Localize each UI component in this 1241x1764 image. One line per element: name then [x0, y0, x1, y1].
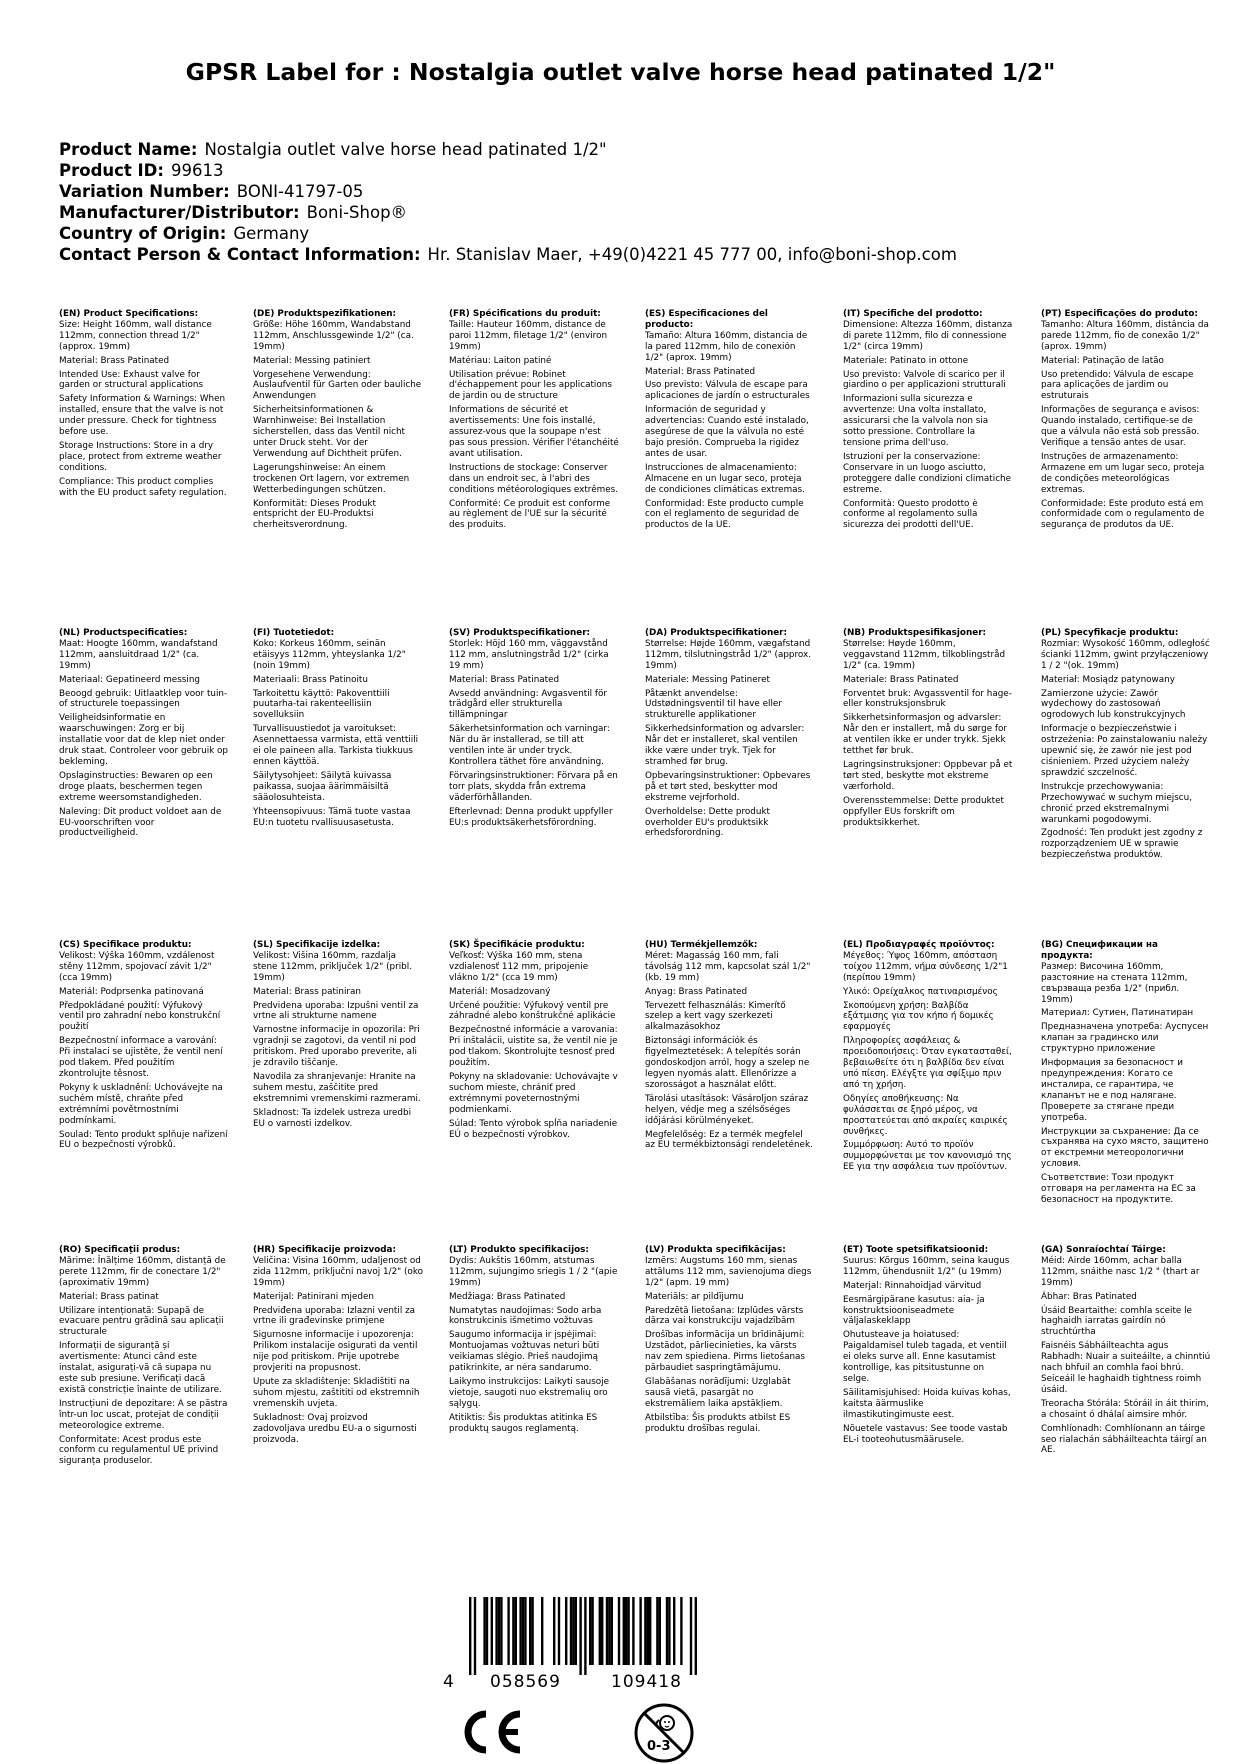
- spec-paragraph: Soulad: Tento produkt splňuje nařízení EU o bezpečnosti výrobků.: [59, 1129, 228, 1151]
- barcode-bar: [558, 1597, 560, 1665]
- barcode-bar: [606, 1597, 608, 1665]
- spec-paragraph: Istruzioni per la conservazione: Conservare in un luogo asciutto, proteggere dalle condizioni climatiche estreme.: [843, 451, 1012, 495]
- barcode-bar: [474, 1597, 476, 1675]
- barcode-bar: [647, 1597, 649, 1665]
- manufacturer-row: [59, 202, 957, 223]
- spec-block: [449, 940, 619, 1143]
- barcode-bar: [627, 1597, 629, 1665]
- spec-paragraph: Opbevaringsinstruktioner: Opbevares på et tørt sted, beskytter mod ekstreme vejrforhold.: [645, 770, 811, 803]
- spec-paragraph: Säilytysohjeet: Säilytä kuivassa paikassa, suojaa äärimmäisiltä sääolosuhteista.: [253, 770, 392, 803]
- spec-block-title: (CS) Specifikace produktu:: [59, 940, 192, 950]
- spec-paragraph: Úsáid Beartaithe: comhla sceite le haghaidh iarratas gairdín nó struchtúrtha: [1041, 1305, 1192, 1338]
- spec-block: [1041, 1245, 1211, 1459]
- barcode-lead-digit: 4: [443, 1672, 454, 1692]
- info-label: Country of Origin:: [59, 224, 227, 243]
- info-value: Nostalgia outlet valve horse head patinated 1/2": [204, 140, 607, 159]
- barcode-bar: [625, 1597, 627, 1665]
- spec-paragraph: Tarkoitettu käyttö: Pakoventtiili puutarha-tai rakenteellisiin sovelluksiin: [253, 688, 390, 721]
- spec-paragraph: Biztonsági információk és figyelmeztetések: A telepítés során gondoskodjon arról, hogy a szelep ne legyen nyomás alatt. Ellenőrizze a szorosságot a használat előtt.: [645, 1036, 810, 1090]
- spec-paragraph: Material: Brass patinat: [59, 1291, 159, 1302]
- spec-paragraph: Conformidad: Este producto cumple con el reglamento de seguridad de productos de la UE.: [645, 498, 804, 531]
- ean-barcode: [443, 1597, 722, 1675]
- barcode-bar: [668, 1597, 670, 1665]
- spec-paragraph: Material: Messing patiniert: [253, 355, 371, 366]
- spec-paragraph: Materiale: Patinato in ottone: [843, 355, 969, 366]
- barcode-bar: [515, 1597, 517, 1665]
- spec-block: [59, 309, 229, 502]
- barcode-bar: [680, 1597, 682, 1665]
- spec-paragraph: Sicherheitsinformationen & Warnhinweise: Bei Installation sicherstellen, dass das Ventil nicht unter Druck steht. Vor der Verwendung auf Dichtheit prüfen.: [253, 405, 406, 459]
- spec-paragraph: Informații de siguranță și avertismente: Atunci când este instalat, asigurați-vă că supapa nu este sub presiune. Verificați dacă există constricție înainte de utilizare.: [59, 1341, 222, 1395]
- barcode-bar: [695, 1597, 697, 1675]
- spec-paragraph: Predviđena uporaba: Izlazni ventil za vrtne ili građevinske primjene: [253, 1305, 416, 1327]
- spec-paragraph: Bezpečnostné informácie a varovania: Pri inštalácii, uistite sa, že ventil nie je pod tlakom. Skontrolujte tesnosť pred použitím.: [449, 1025, 618, 1069]
- spec-paragraph: Οδηγίες αποθήκευσης: Να φυλάσσεται σε ξηρό μέρος, να προστατεύεται από ακραίες καιρικές συνθήκες.: [843, 1093, 1008, 1137]
- barcode-bar: [531, 1597, 533, 1665]
- spec-block-title: (DE) Produktspezifikationen:: [253, 309, 397, 319]
- spec-block: [645, 309, 815, 534]
- barcode-bar: [565, 1597, 567, 1665]
- barcode-bar: [656, 1597, 658, 1665]
- barcode-bar: [500, 1597, 502, 1665]
- spec-paragraph: Eesmärgipärane kasutus: aia- ja konstruktsiooniseadmete väljalaskeklapp: [843, 1294, 985, 1327]
- spec-block: [253, 309, 423, 534]
- spec-paragraph: Veiligheidsinformatie en waarschuwingen: Zorg er bij installatie voor dat de klep niet onder druk staat. Controleer voor gebruik op bekleming.: [59, 713, 229, 767]
- spec-paragraph: Glabāšanas norādījumi: Uzglabāt sausā vietā, pasargāt no ekstremāliem laika apstākļiem.: [645, 1376, 791, 1409]
- spec-paragraph: Suurus: Kõrgus 160mm, seina kaugus 112mm, ühendusniit 1/2" (u 19mm): [843, 1255, 1010, 1277]
- spec-block: [843, 309, 1013, 534]
- spec-paragraph: Conformitate: Acest produs este conform cu regulamentul UE privind siguranța produselor.: [59, 1434, 219, 1467]
- barcode-bar: [644, 1597, 646, 1665]
- info-value: 99613: [170, 161, 224, 180]
- spec-paragraph: Säkerhetsinformation och varningar: När du är installerad, se till att ventilen inte är under tryck. Kontrollera täthet före användning.: [449, 724, 610, 767]
- info-label: Contact Person & Contact Information:: [59, 245, 421, 264]
- age-range-label: 0-3: [647, 1739, 671, 1754]
- spec-paragraph: Material: Brass Patinated: [449, 674, 560, 685]
- spec-paragraph: Materijal: Patinirani mjeden: [253, 1291, 374, 1302]
- barcode-bar: [469, 1597, 471, 1675]
- spec-paragraph: Tárolási utasítások: Vásároljon száraz helyen, védje meg a szélsőséges időjárási körülményeket.: [645, 1093, 809, 1126]
- barcode-bar: [512, 1597, 514, 1665]
- spec-paragraph: Tervezett felhasználás: Kimerítő szelep a kert vagy szerkezeti alkalmazásokhoz: [645, 1000, 786, 1033]
- spec-paragraph: Storlek: Höjd 160 mm, väggavstånd 112 mm, anslutningstråd 1/2" (cirka 19 mm): [449, 638, 609, 671]
- spec-paragraph: Sikkerhedsinformation og advarsler: Når det er installeret, skal ventilen ikke være under tryk. Tjek for stramhed før brug.: [645, 724, 805, 767]
- spec-block-title: (HR) Specifikacije proizvoda:: [253, 1245, 396, 1255]
- spec-paragraph: Size: Height 160mm, wall distance 112mm, connection thread 1/2" (approx. 19mm): [59, 319, 212, 352]
- spec-paragraph: Pokyny k uskladnění: Uchovávejte na suchém místě, chraňte před extrémními povětrnostními podmínkami.: [59, 1082, 223, 1126]
- barcode-bar: [486, 1597, 488, 1665]
- spec-paragraph: Turvallisuustiedot ja varoitukset: Asennettaessa varmista, että venttiili ei ole paineen alla. Tarkista tiukkuus ennen käyttöä.: [253, 724, 419, 767]
- barcode-bar: [483, 1597, 485, 1665]
- spec-block: [1041, 628, 1211, 864]
- info-label: Product ID:: [59, 161, 164, 180]
- spec-paragraph: Größe: Höhe 160mm, Wandabstand 112mm, Anschlussgewinde 1/2" (ca. 19mm): [253, 319, 414, 352]
- barcode-bar: [575, 1597, 577, 1665]
- spec-paragraph: Υλικό: Ορείχαλκος πατιναρισμένος: [843, 986, 998, 997]
- spec-paragraph: Material: Brass patiniran: [253, 986, 361, 997]
- spec-paragraph: Pokyny na skladovanie: Uchovávajte v suchom mieste, chrániť pred extrémnymi poveternostnými podmienkami.: [449, 1071, 618, 1115]
- spec-paragraph: Informacje o bezpieczeństwie i ostrzeżenia: Po zainstalowaniu należy upewnić się, że zawór nie jest pod ciśnieniem. Przed użyciem należy sprawdzić szczelność.: [1041, 724, 1208, 778]
- barcode-bar: [524, 1597, 526, 1665]
- spec-block-title: (PT) Especificações do produto:: [1041, 309, 1198, 319]
- spec-paragraph: Påtænkt anvendelse: Udstødningsventil til have eller strukturelle applikationer: [645, 688, 782, 721]
- spec-paragraph: Velikost: Višina 160mm, razdalja stene 112mm, priključek 1/2" (pribl. 19mm): [253, 950, 412, 983]
- spec-paragraph: Uso pretendido: Válvula de escape para aplicações de jardim ou estruturais: [1041, 369, 1194, 402]
- spec-paragraph: Méret: Magasság 160 mm, fali távolság 112 mm, kapcsolat szál 1/2" (kb. 19 mm): [645, 950, 811, 983]
- spec-paragraph: Material: Brass Patinated: [59, 355, 170, 366]
- spec-paragraph: Materiał: Mosiądz patynowany: [1041, 674, 1175, 685]
- spec-paragraph: Beoogd gebruik: Uitlaatklep voor tuin- of structurele toepassingen: [59, 688, 228, 710]
- spec-paragraph: Instrucciones de almacenamiento: Almacene en un lugar seco, proteja de condiciones climáticas extremas.: [645, 462, 805, 495]
- spec-block: [449, 1245, 619, 1438]
- spec-block: [645, 628, 815, 842]
- spec-block-title: (ES) Especificaciones del producto:: [645, 309, 768, 330]
- spec-block: [253, 1245, 423, 1448]
- spec-paragraph: Συμμόρφωση: Αυτό το προϊόν συμμορφώνεται με τον κανονισμό της ΕΕ για την ασφάλεια των προϊόντων.: [843, 1140, 1012, 1173]
- spec-paragraph: Dimensione: Altezza 160mm, distanza di parete 112mm, filo di connessione 1/2" (circa 19mm): [843, 319, 1013, 352]
- spec-block-title: (LV) Produkta specifikācijas:: [645, 1245, 786, 1255]
- barcode-bar: [649, 1597, 651, 1665]
- country-row: [59, 223, 957, 244]
- spec-paragraph: Velikost: Výška 160mm, vzdálenost stěny 112mm, spojovací závit 1/2" (cca 19mm): [59, 950, 215, 983]
- barcode-bar: [541, 1597, 543, 1665]
- spec-paragraph: Предназначена употреба: Ауспусен клапан за градинско или структурно приложение: [1041, 1022, 1209, 1055]
- barcode-bar: [519, 1597, 521, 1665]
- spec-paragraph: Instrucțiuni de depozitare: A se păstra într-un loc uscat, protejat de condiții meteorologice extreme.: [59, 1398, 228, 1431]
- not-suitable-0-3-icon: [633, 1702, 695, 1764]
- barcode-bar: [601, 1597, 603, 1665]
- spec-block-title: (DA) Produktspecifikationer:: [645, 628, 788, 638]
- spec-paragraph: Intended Use: Exhaust valve for garden or structural applications: [59, 369, 204, 391]
- barcode-bar: [529, 1597, 531, 1665]
- spec-block-title: (IT) Specifiche del prodotto:: [843, 309, 983, 319]
- spec-paragraph: Faisnéis Sábháilteachta agus Rabhadh: Nuair a suiteáilte, a chinntiú nach bhfuil an comhla faoi bhrú. Seiceáil le haghaidh tightness roimh úsáid.: [1041, 1341, 1211, 1395]
- spec-paragraph: Информация за безопасност и предупреждения: Когато се инсталира, се гарантира, че клапанът не е под налягане. Проверете за стягане преди употреба.: [1041, 1058, 1183, 1123]
- spec-paragraph: Bezpečnostní informace a varování: Při instalaci se ujistěte, že ventil není pod tlakem. Před použitím zkontrolujte těsnost.: [59, 1036, 223, 1079]
- spec-paragraph: Material: Brass Patinated: [645, 366, 756, 377]
- spec-block-title: (PL) Specyfikacje produktu:: [1041, 628, 1179, 638]
- barcode-bar: [673, 1597, 675, 1665]
- spec-paragraph: Sigurnosne informacije i upozorenja: Prilikom instalacije osigurati da ventil nije pod pritiskom. Prije upotrebe provjeriti na propusnost.: [253, 1330, 418, 1374]
- spec-paragraph: Informations de sécurité et avertissements: Une fois installé, assurez-vous que la soupape n'est pas sous pression. Vérifier l'étanchéité avant utilisation.: [449, 405, 619, 459]
- product-info: [59, 139, 957, 265]
- spec-paragraph: Konformität: Dieses Produkt entspricht der EU-Produktsi cherheitsverordnung.: [253, 498, 376, 531]
- spec-paragraph: Materiaal: Gepatineerd messing: [59, 674, 200, 685]
- info-value: BONI-41797-05: [236, 182, 364, 201]
- barcode-bar: [666, 1597, 668, 1665]
- spec-block: [449, 628, 619, 831]
- spec-paragraph: Storage Instructions: Store in a dry place, protect from extreme weather conditions.: [59, 440, 222, 473]
- spec-paragraph: Opslaginstructies: Bewaren op een droge plaats, beschermen tegen extreme weersomstandigheden.: [59, 770, 213, 803]
- barcode-bar: [632, 1597, 634, 1665]
- barcode-group-1: 058569: [490, 1672, 561, 1692]
- barcode-bar: [623, 1597, 625, 1665]
- info-label: Product Name:: [59, 140, 198, 159]
- spec-paragraph: Utilisation prévue: Robinet d'échappement pour les applications de jardin ou de structure: [449, 369, 612, 402]
- spec-block: [59, 940, 229, 1154]
- spec-paragraph: Veľkosť: Výška 160 mm, stena vzdialenosť 112 mm, pripojenie vlákno 1/2" (cca 19 mm): [449, 950, 589, 983]
- spec-block-title: (RO) Specificații produs:: [59, 1245, 181, 1255]
- spec-paragraph: Tamaño: Altura 160mm, distancia de la pared 112mm, hilo de conexión 1/2" (aprox. 19mm): [645, 330, 808, 363]
- spec-paragraph: Conformità: Questo prodotto è conforme al regolamento sulla sicurezza dei prodotti dell'UE.: [843, 498, 978, 531]
- barcode-group-2: 109418: [611, 1672, 682, 1692]
- spec-paragraph: Předpokládané použití: Výfukový ventil pro zahradní nebo konstrukční použití: [59, 1000, 221, 1033]
- spec-block-title: (EL) Προδιαγραφές προϊόντος:: [843, 940, 995, 950]
- spec-block-title: (FR) Spécifications du produit:: [449, 309, 601, 319]
- barcode-bar: [584, 1597, 586, 1675]
- spec-paragraph: Naleving: Dit product voldoet aan de EU-voorschriften voor productveiligheid.: [59, 806, 222, 839]
- spec-paragraph: Materiál: Podprsenka patinovaná: [59, 986, 204, 997]
- spec-paragraph: Lagerungshinweise: An einem trockenen Ort lagern, vor extremen Wetterbedingungen schützen.: [253, 462, 410, 495]
- ce-mark-icon: [458, 1708, 524, 1756]
- spec-block: [1041, 940, 1211, 1209]
- spec-paragraph: Safety Information & Warnings: When installed, ensure that the valve is not under pressure. Check for tightness before use.: [59, 394, 226, 438]
- spec-paragraph: Tamanho: Altura 160mm, distância da parede 112mm, fio de conexão 1/2" (aprox. 19mm): [1041, 319, 1209, 352]
- spec-block: [253, 940, 423, 1133]
- spec-paragraph: Varnostne informacije in opozorila: Pri vgradnji se zagotovi, da ventil ni pod pritiskom. Pred uporabo preverite, ali je zdravilo tiščanje.: [253, 1025, 420, 1069]
- barcode-bar: [591, 1597, 593, 1665]
- spec-block-title: (NB) Produktspesifikasjoner:: [843, 628, 987, 638]
- spec-paragraph: Overensstemmelse: Dette produktet oppfyller EUs forskrift om produktsikkerhet.: [843, 795, 1004, 828]
- spec-paragraph: Medžiaga: Brass Patinated: [449, 1291, 566, 1302]
- barcode-bar: [589, 1597, 591, 1665]
- spec-paragraph: Materiál: Mosadzovaný: [449, 986, 551, 997]
- spec-paragraph: Sukladnost: Ovaj proizvod zadovoljava uredbu EU-a o sigurnosti proizvoda.: [253, 1412, 417, 1445]
- spec-block-title: (SK) Špecifikácie produktu:: [449, 940, 585, 950]
- spec-paragraph: Sikkerhetsinformasjon og advarsler: Når den er installert, må du sørge for at ventilen ikke er under trykk. Sjekk tetthet før bruk.: [843, 713, 1008, 757]
- spec-block: [843, 1245, 1013, 1448]
- info-value: Hr. Stanislav Maer, +49(0)4221 45 777 00, info@boni-shop.com: [427, 245, 957, 264]
- spec-paragraph: Ohutusteave ja hoiatused: Paigaldamisel tuleb tagada, et ventiil ei oleks surve all. Enne kasutamist kontrollige, kas pitsitustunne on selge.: [843, 1330, 1007, 1384]
- product-name-row: [59, 139, 957, 160]
- spec-block-title: (HU) Termékjellemzők:: [645, 940, 758, 950]
- spec-block-title: (SV) Produktspecifikationer:: [449, 628, 591, 638]
- spec-paragraph: Förvaringsinstruktioner: Förvara på en torr plats, skydda från extrema väderförhållanden.: [449, 770, 618, 803]
- product-id-row: [59, 160, 957, 181]
- spec-paragraph: Lagringsinstruksjoner: Oppbevar på et tørt sted, beskytte mot ekstreme værforhold.: [843, 759, 1013, 792]
- spec-block-title: (EN) Product Specifications:: [59, 309, 199, 319]
- barcode-bar: [495, 1597, 497, 1665]
- spec-paragraph: Paredzētā lietošana: Izplūdes vārsts dārza vai konstrukciju vajadzībām: [645, 1305, 804, 1327]
- spec-paragraph: Drošības informācija un brīdinājumi: Uzstādot, pārliecinieties, ka vārsts nav zem spiediena. Pirms lietošanas pārbaudiet saspringtāmājumu.: [645, 1330, 806, 1374]
- barcode-digits: [443, 1672, 722, 1698]
- spec-paragraph: Treoracha Stórála: Stóráil in áit thirim, a chosaint ó dhálaí aimsire mhór.: [1041, 1398, 1209, 1420]
- spec-block: [449, 309, 619, 534]
- spec-paragraph: Informações de segurança e avisos: Quando instalado, certifique-se de que a válvula não está sob pressão. Verifique a tensão antes de usar.: [1041, 405, 1200, 448]
- spec-paragraph: Instrukcje przechowywania: Przechowywać w suchym miejscu, chronić przed ekstremalnymi warunkami pogodowymi.: [1041, 781, 1193, 825]
- variation-number-row: [59, 181, 957, 202]
- spec-paragraph: Nõuetele vastavus: See toode vastab EL-i tooteohutusmäärusele.: [843, 1423, 1008, 1445]
- spec-paragraph: Materiāls: ar pildījumu: [645, 1291, 744, 1302]
- spec-paragraph: Dydis: Aukštis 160mm, atstumas 112mm, sujungimo sriegis 1 / 2 "(apie 19mm): [449, 1255, 618, 1288]
- spec-paragraph: Zgodność: Ten produkt jest zgodny z rozporządzeniem UE w sprawie bezpieczeństwa produktów.: [1041, 828, 1203, 861]
- spec-paragraph: Numatytas naudojimas: Sodo arba konstrukcinis išmetimo vožtuvas: [449, 1305, 602, 1327]
- spec-paragraph: Predvidena uporaba: Izpušni ventil za vrtne ali strukturne namene: [253, 1000, 419, 1022]
- spec-paragraph: Información de seguridad y advertencias: Cuando esté instalado, asegúrese de que la válvula no esté bajo presión. Comprueba la rigidez antes de usar.: [645, 405, 809, 459]
- spec-paragraph: Materjal: Rinnahoidjad värvitud: [843, 1280, 982, 1291]
- spec-block: [645, 940, 815, 1154]
- spec-paragraph: Πληροφορίες ασφάλειας & προειδοποιήσεις: Όταν εγκατασταθεί, βεβαιωθείτε ότι η βαλβίδα δεν είναι υπό πίεση. Ελέγξτε για σφίξιμο πριν από τη χρήση.: [843, 1036, 1012, 1090]
- spec-paragraph: Инструкции за съхранение: Да се съхранява на сухо място, защитено от екстремни метеорологични условия.: [1041, 1126, 1209, 1170]
- barcode-bar: [639, 1597, 641, 1665]
- barcode-bar: [570, 1597, 572, 1665]
- spec-paragraph: Avsedd användning: Avgasventil för trädgård eller strukturella tillämpningar: [449, 688, 608, 721]
- spec-block-title: (BG) Спецификации на продукта:: [1041, 940, 1158, 961]
- spec-paragraph: Uso previsto: Valvole di scarico per il giardino o per applicazioni strutturali: [843, 369, 1006, 391]
- spec-block: [59, 1245, 229, 1470]
- spec-paragraph: Saugumo informacija ir įspėjimai: Montuojamas vožtuvas neturi būti veikiamas slėgio. Prieš naudojimą patikrinkite, ar nėra sandarumo.: [449, 1330, 600, 1374]
- spec-paragraph: Størrelse: Høyde 160mm, veggavstand 112mm, tilkoblingstråd 1/2" (ca. 19mm): [843, 638, 1006, 671]
- spec-paragraph: Zamierzone użycie: Zawór wydechowy do zastosowań ogrodowych lub konstrukcyjnych: [1041, 688, 1186, 721]
- spec-paragraph: Uso previsto: Válvula de escape para aplicaciones de jardín o estructurales: [645, 380, 810, 402]
- spec-paragraph: Conformité: Ce produit est conforme au règlement de l'UE sur la sécurité des produits.: [449, 498, 611, 531]
- spec-paragraph: Megfelelőség: Ez a termék megfelel az EU termékbiztonsági rendeletének.: [645, 1129, 813, 1151]
- barcode-bar: [659, 1597, 661, 1665]
- barcode-bar: [522, 1597, 524, 1665]
- spec-paragraph: Anyag: Brass Patinated: [645, 986, 748, 997]
- spec-paragraph: Σκοπούμενη χρήση: Βαλβίδα εξάτμισης για τον κήπο ή δομικές εφαρμογές: [843, 1000, 994, 1033]
- barcode-bar: [553, 1597, 555, 1665]
- spec-block: [843, 940, 1013, 1176]
- spec-paragraph: Mărime: Înălțime 160mm, distanță de perete 112mm, fir de conectare 1/2" (aproximativ 19mm): [59, 1255, 226, 1288]
- barcode-bar: [599, 1597, 601, 1665]
- spec-paragraph: Instruções de armazenamento: Armazene em um lugar seco, proteja de condições meteorológicas extremas.: [1041, 451, 1205, 495]
- spec-paragraph: Materiale: Brass Patinated: [843, 674, 959, 685]
- spec-paragraph: Størrelse: Højde 160mm, vægafstand 112mm, tilslutningstråd 1/2" (approx. 19mm): [645, 638, 812, 671]
- barcode-bar: [690, 1597, 692, 1675]
- barcode-bar: [611, 1597, 613, 1665]
- spec-paragraph: Maat: Hoogte 160mm, wandafstand 112mm, aansluitdraad 1/2" (ca. 19mm): [59, 638, 218, 671]
- barcode-bar: [507, 1597, 509, 1665]
- spec-block-title: (GA) Sonraíochtaí Táirge:: [1041, 1245, 1166, 1255]
- spec-block-title: (LT) Produkto specifikacijos:: [449, 1245, 589, 1255]
- barcode-bar: [618, 1597, 620, 1665]
- spec-paragraph: Материал: Сутиен, Патинатиран: [1041, 1008, 1194, 1019]
- spec-paragraph: Μέγεθος: Ύψος 160mm, απόσταση τοίχου 112mm, νήμα σύνδεσης 1/2"1 (περίπου 19mm): [843, 950, 1008, 983]
- spec-paragraph: Určené použitie: Výfukový ventil pre záhradné alebo konštrukčné aplikácie: [449, 1000, 616, 1022]
- spec-block-title: (NL) Productspecificaties:: [59, 628, 188, 638]
- spec-paragraph: Atbilstība: Šis produkts atbilst ES produktu drošības regulai.: [645, 1412, 791, 1434]
- spec-paragraph: Forventet bruk: Avgassventil for hage- eller konstruksjonsbruk: [843, 688, 1012, 710]
- spec-paragraph: Vorgesehene Verwendung: Auslaufventil für Garten oder bauliche Anwendungen: [253, 369, 422, 402]
- spec-paragraph: Rozmiar: Wysokość 160mm, odległość ścianki 112mm, gwint przyłączeniowy 1 / 2 "(ok. 19mm): [1041, 638, 1210, 671]
- spec-paragraph: Comhlíonadh: Comhlíonann an táirge seo rialachán sábháilteachta táirgí an AE.: [1041, 1423, 1207, 1456]
- spec-block: [1041, 309, 1211, 534]
- spec-paragraph: Méid: Airde 160mm, achar balla 112mm, snáithe nasc 1/2 " (thart ar 19mm): [1041, 1255, 1200, 1288]
- spec-block: [59, 628, 229, 842]
- barcode-bar: [579, 1597, 581, 1675]
- info-label: Variation Number:: [59, 182, 230, 201]
- spec-paragraph: Upute za skladištenje: Skladištiti na suhom mjestu, zaštititi od ekstremnih vremenskih uvjeta.: [253, 1376, 420, 1409]
- info-label: Manufacturer/Distributor:: [59, 203, 300, 222]
- spec-paragraph: Izmērs: Augstums 160 mm, sienas attālums 112 mm, savienojuma diegs 1/2" (apm. 19 mm): [645, 1255, 812, 1288]
- spec-block: [253, 628, 423, 831]
- spec-block-title: (FI) Tuotetiedot:: [253, 628, 335, 638]
- page-title: GPSR Label for : Nostalgia outlet valve horse head patinated 1/2": [185, 58, 1056, 86]
- spec-paragraph: Säilitamisjuhised: Hoida kuivas kohas, kaitsta äärmuslike ilmastikutingimuste eest.: [843, 1387, 1011, 1420]
- spec-paragraph: Instructions de stockage: Conserver dans un endroit sec, à l'abri des conditions météorologiques extrêmes.: [449, 462, 618, 495]
- spec-paragraph: Veličina: Visina 160mm, udaljenost od zida 112mm, priključni navoj 1/2" (oko 19mm): [253, 1255, 423, 1288]
- spec-paragraph: Materiale: Messing Patineret: [645, 674, 770, 685]
- spec-paragraph: Matériau: Laiton patiné: [449, 355, 552, 366]
- barcode-bar: [491, 1597, 493, 1665]
- spec-paragraph: Ábhar: Bras Patinated: [1041, 1291, 1137, 1302]
- barcode-bar: [572, 1597, 574, 1665]
- spec-paragraph: Utilizare intenționată: Supapă de evacuare pentru grădină sau aplicații structurale: [59, 1305, 224, 1338]
- spec-paragraph: Размер: Височина 160mm, разстояние на стената 112mm, свързваща резба 1/2" (прибл. 19mm): [1041, 961, 1188, 1005]
- spec-paragraph: Compliance: This product complies with the EU product safety regulation.: [59, 476, 227, 498]
- spec-block-title: (SL) Specifikacije izdelka:: [253, 940, 381, 950]
- spec-paragraph: Atitiktis: Šis produktas atitinka ES produktų saugos reglamentą.: [449, 1412, 598, 1434]
- spec-paragraph: Materiaali: Brass Patinoitu: [253, 674, 368, 685]
- info-value: Boni-Shop®: [306, 203, 408, 222]
- spec-paragraph: Conformidade: Este produto está em conformidade com o regulamento de segurança de produtos da UE.: [1041, 498, 1205, 531]
- barcode-bar: [498, 1597, 500, 1665]
- contact-row: [59, 244, 957, 265]
- spec-block: [843, 628, 1013, 831]
- spec-paragraph: Navodila za shranjevanje: Hranite na suhem mestu, zaščitite pred ekstremnimi vremenskimi razmerami.: [253, 1071, 421, 1104]
- spec-paragraph: Overholdelse: Dette produkt overholder EU's produktsikk erhedsforordning.: [645, 806, 770, 839]
- spec-paragraph: Taille: Hauteur 160mm, distance de paroi 112mm, filetage 1/2" (environ 19mm): [449, 319, 608, 352]
- spec-paragraph: Skladnost: Ta izdelek ustreza uredbi EU o varnosti izdelkov.: [253, 1107, 412, 1129]
- spec-paragraph: Yhteensopivuus: Tämä tuote vastaa EU:n tuotetu rvallisuusasetusta.: [253, 806, 411, 828]
- spec-paragraph: Informazioni sulla sicurezza e avvertenze: Una volta installato, assicurarsi che la valvola non sia sotto pressione. Controllare la tensione prima dell'uso.: [843, 394, 989, 448]
- spec-block: [645, 1245, 815, 1438]
- spec-block-title: (ET) Toote spetsifikatsioonid:: [843, 1245, 989, 1255]
- spec-paragraph: Съответствие: Този продукт отговаря на регламента на ЕС за безопасност на продуктите.: [1041, 1173, 1196, 1205]
- info-value: Germany: [233, 224, 310, 243]
- spec-paragraph: Koko: Korkeus 160mm, seinän etäisyys 112mm, yhteyslanka 1/2" (noin 19mm): [253, 638, 406, 671]
- spec-paragraph: Efterlevnad: Denna produkt uppfyller EU:s produktsäkerhetsförordning.: [449, 806, 613, 828]
- spec-paragraph: Material: Patinação de latão: [1041, 355, 1164, 366]
- spec-paragraph: Laikymo instrukcijos: Laikyti sausoje vietoje, saugoti nuo ekstremalių oro sąlygų.: [449, 1376, 610, 1409]
- spec-paragraph: Súlad: Tento výrobok spĺňa nariadenie EÚ o bezpečnosti výrobkov.: [449, 1118, 618, 1140]
- barcode-bar: [608, 1597, 610, 1665]
